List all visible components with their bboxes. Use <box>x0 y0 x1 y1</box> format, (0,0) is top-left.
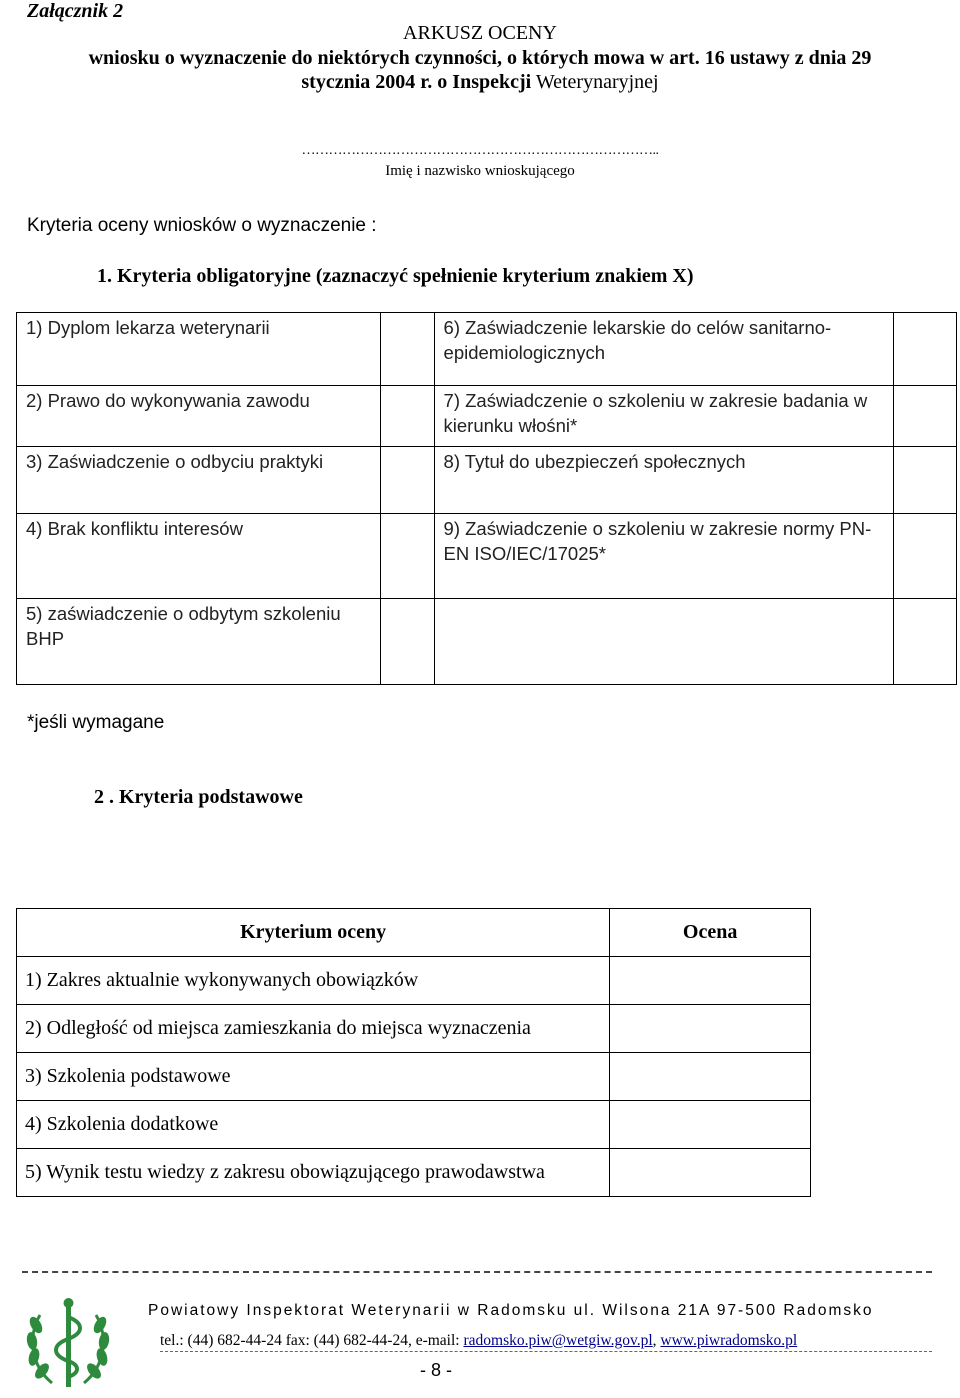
checkbox-cell[interactable] <box>380 514 434 599</box>
score-cell[interactable] <box>610 1005 811 1053</box>
page-number: - 8 - <box>420 1360 453 1380</box>
criterion-cell: 2) Prawo do wykonywania zawodu <box>17 386 381 447</box>
criterion-cell: 3) Zaświadczenie o odbyciu praktyki <box>17 447 381 514</box>
contact-separator: , <box>652 1332 657 1349</box>
column-header-score: Ocena <box>610 909 811 957</box>
checkbox-cell[interactable] <box>894 386 957 447</box>
email-link[interactable]: radomsko.piw@wetgiw.gov.pl <box>463 1332 653 1349</box>
criterion-cell <box>434 599 894 685</box>
checkbox-cell[interactable] <box>380 386 434 447</box>
score-cell[interactable] <box>610 1101 811 1149</box>
document-subtitle-line1: wniosku o wyznaczenie do niektórych czynności, o których mowa w art. 16 ustawy z dnia 29 <box>88 47 872 69</box>
column-header-criterion: Kryterium oceny <box>17 909 610 957</box>
checkbox-cell[interactable] <box>894 313 957 386</box>
table-row: 1) Zakres aktualnie wykonywanych obowiązków <box>17 957 610 1005</box>
website-link[interactable]: www.piwradomsko.pl <box>660 1332 798 1349</box>
caduceus-laurel-icon <box>22 1295 114 1393</box>
table-row: 2) Odległość od miejsca zamieszkania do miejsca wyznaczenia <box>17 1005 610 1053</box>
checkbox-cell[interactable] <box>894 599 957 685</box>
table-row: 3) Szkolenia podstawowe <box>17 1053 610 1101</box>
obligatory-criteria-table <box>16 312 957 685</box>
office-address: Powiatowy Inspektorat Weterynarii w Radomsku ul. Wilsona 21A 97-500 Radomsko <box>148 1302 874 1319</box>
subtitle-bold-part: stycznia 2004 r. o Inspekcji <box>301 71 532 93</box>
checkbox-cell[interactable] <box>380 599 434 685</box>
document-title: ARKUSZ OCENY <box>403 22 557 44</box>
applicant-name-dots: …………………………………………………………………….. <box>301 143 659 158</box>
criterion-cell: 6) Zaświadczenie lekarskie do celów sanitarno-epidemiologicznych <box>434 313 894 386</box>
table-row: 4) Szkolenia dodatkowe <box>17 1101 610 1149</box>
section1-heading-text: 1. Kryteria obligatoryjne (zaznaczyć spełnienie kryterium znakiem X) <box>97 265 694 287</box>
footer-divider <box>22 1271 932 1273</box>
criterion-cell: 4) Brak konfliktu interesów <box>17 514 381 599</box>
attachment-label: Załącznik 2 <box>27 0 124 22</box>
footnote: *jeśli wymagane <box>27 712 165 733</box>
contact-line <box>160 1332 797 1350</box>
checkbox-cell[interactable] <box>380 313 434 386</box>
contact-underline <box>160 1351 932 1352</box>
applicant-name-label: Imię i nazwisko wnioskującego <box>385 163 575 179</box>
basic-criteria-table <box>16 908 811 1197</box>
criterion-cell: 7) Zaświadczenie o szkoleniu w zakresie badania w kierunku włośni* <box>434 386 894 447</box>
table-row: 5) Wynik testu wiedzy z zakresu obowiązującego prawodawstwa <box>17 1149 610 1197</box>
criterion-cell: 8) Tytuł do ubezpieczeń społecznych <box>434 447 894 514</box>
contact-prefix: tel.: (44) 682-44-24 fax: (44) 682-44-24, e-mail: <box>160 1332 460 1349</box>
score-cell[interactable] <box>610 1053 811 1101</box>
score-cell[interactable] <box>610 1149 811 1197</box>
checkbox-cell[interactable] <box>894 514 957 599</box>
section2-heading: 2 . Kryteria podstawowe <box>94 786 303 808</box>
document-subtitle-line2 <box>0 71 960 94</box>
criterion-cell: 5) zaświadczenie o odbytym szkoleniu BHP <box>17 599 381 685</box>
criterion-cell: 9) Zaświadczenie o szkoleniu w zakresie normy PN-EN ISO/IEC/17025* <box>434 514 894 599</box>
checkbox-cell[interactable] <box>380 447 434 514</box>
criterion-cell: 1) Dyplom lekarza weterynarii <box>17 313 381 386</box>
section1-heading <box>97 265 694 288</box>
criteria-intro: Kryteria oceny wniosków o wyznaczenie : <box>27 215 377 236</box>
checkbox-cell[interactable] <box>894 447 957 514</box>
subtitle-regular-part: Weterynaryjnej <box>535 71 659 93</box>
score-cell[interactable] <box>610 957 811 1005</box>
